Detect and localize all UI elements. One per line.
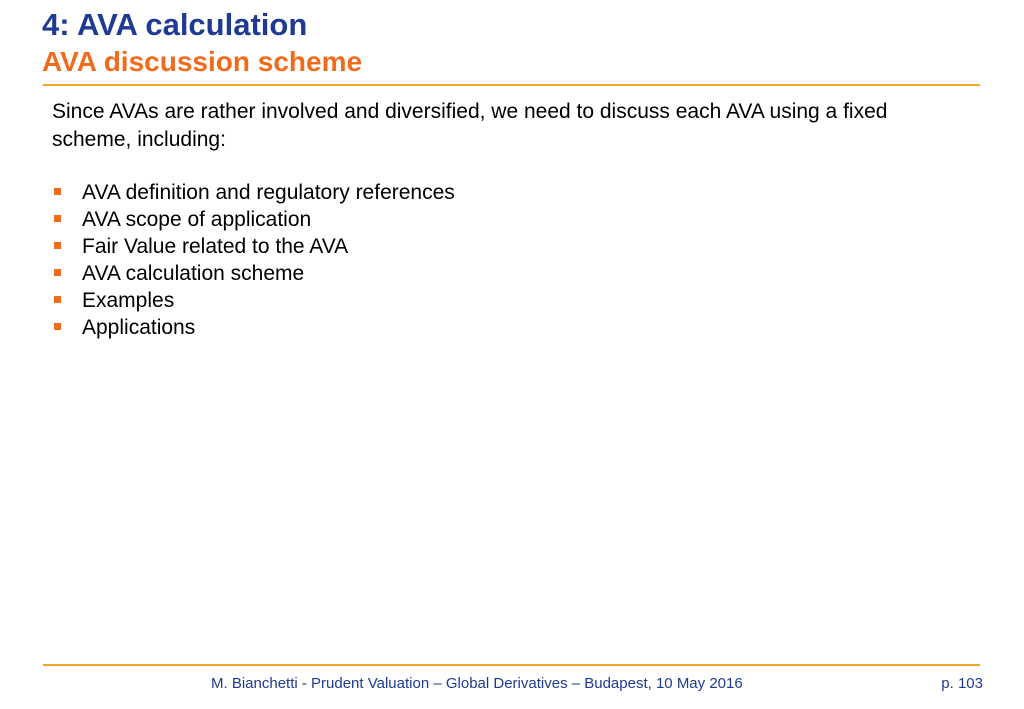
bullet-text: AVA scope of application	[82, 208, 312, 231]
footer-text: M. Bianchetti - Prudent Valuation – Global Derivatives – Budapest, 10 May 2016	[211, 675, 743, 692]
slide-title: 4: AVA calculation	[42, 7, 308, 42]
page-number: p. 103	[941, 675, 983, 692]
square-bullet-icon	[54, 215, 61, 222]
bullet-text: AVA calculation scheme	[82, 262, 305, 285]
footer-divider	[43, 664, 980, 666]
square-bullet-icon	[54, 296, 61, 303]
square-bullet-icon	[54, 269, 61, 276]
square-bullet-icon	[54, 323, 61, 330]
bullet-list	[52, 179, 455, 341]
bullet-item	[52, 233, 455, 260]
bullet-text: AVA definition and regulatory references	[82, 181, 455, 204]
bullet-item	[52, 260, 455, 287]
bullet-item	[52, 179, 455, 206]
slide-subtitle: AVA discussion scheme	[42, 46, 363, 77]
bullet-item	[52, 287, 455, 314]
bullet-text: Applications	[82, 316, 196, 339]
bullet-text: Examples	[82, 289, 175, 312]
intro-paragraph: Since AVAs are rather involved and diversified, we need to discuss each AVA using a fixed scheme, including:	[52, 100, 888, 151]
bullet-item	[52, 314, 455, 341]
square-bullet-icon	[54, 242, 61, 249]
square-bullet-icon	[54, 188, 61, 195]
bullet-item	[52, 206, 455, 233]
header-divider	[43, 84, 980, 86]
bullet-text: Fair Value related to the AVA	[82, 235, 349, 258]
